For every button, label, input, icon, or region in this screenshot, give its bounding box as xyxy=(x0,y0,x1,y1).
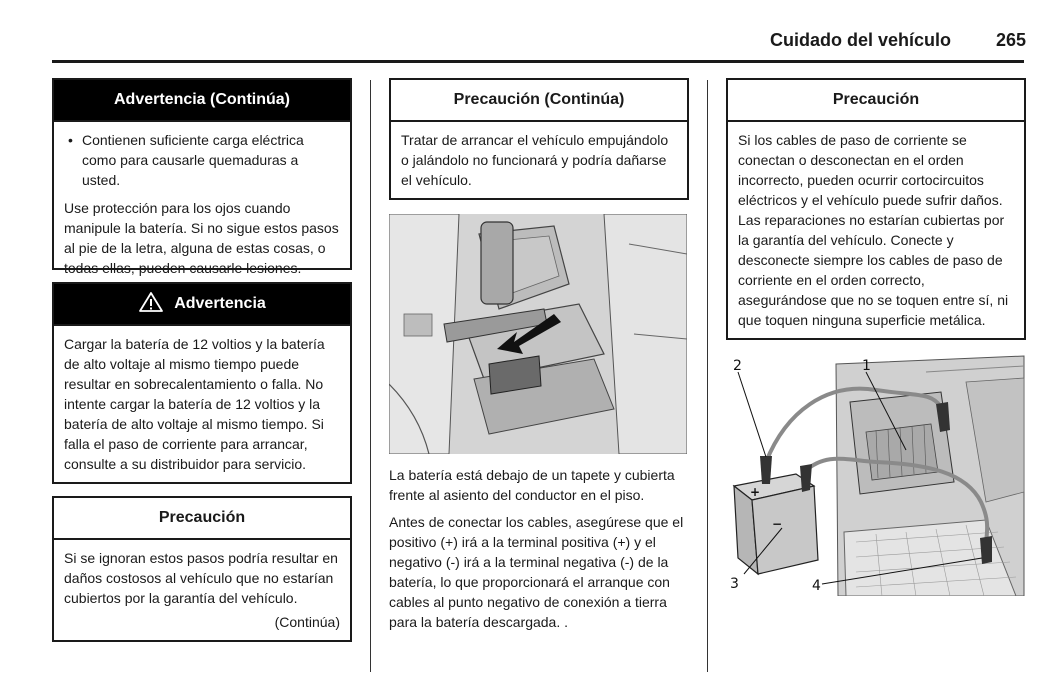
battery-positive-mark: + xyxy=(750,485,761,499)
warning-bullet-text: Contienen suficiente carga eléctrica como para causarle quemaduras a usted. xyxy=(82,132,304,188)
caution-continued-box xyxy=(389,78,689,200)
column-separator-2 xyxy=(707,80,708,672)
figure-callout-1: 1 xyxy=(862,358,871,374)
warning-continued-box xyxy=(52,78,352,276)
jumper-cable-illustration xyxy=(726,352,1026,596)
warning-paragraph: Cargar la batería de 12 voltios y la batería de alto voltaje al mismo tiempo puede resultar en sobrecalentamiento o falla. No intente cargar la batería de 12 voltios y la batería de alto voltaje al mismo tiempo. Si falla el paso de corriente para arrancar, consulte a su distribuidor para servicio. xyxy=(64,336,325,472)
figure-callout-4: 4 xyxy=(812,578,821,594)
warning-bullet-item xyxy=(64,130,340,190)
figure-callout-3: 3 xyxy=(730,576,739,592)
section-title: Cuidado del vehículo xyxy=(770,30,952,50)
warning-continued-heading: Advertencia (Continúa) xyxy=(54,80,350,122)
col2-body-text xyxy=(389,465,691,639)
bullet-icon: • xyxy=(68,132,73,148)
col2-body-paragraph-2: Antes de conectar los cables, asegúrese que el positivo (+) irá a la terminal positiva (+) y el negativo (-) irá a la terminal negativa (-) de la batería, lo que proporcionará el arranque con cables al punto negativo de conexión a tierra para la batería descargada. . xyxy=(389,514,684,630)
header-rule xyxy=(52,60,1024,63)
caution-heading-col3: Precaución xyxy=(728,80,1024,122)
warning-heading-bar xyxy=(54,284,350,326)
page-number: 265 xyxy=(996,30,1027,50)
warning-box xyxy=(52,282,352,484)
warning-continued-paragraph: Use protección para los ojos cuando manipule la batería. Si no sigue estos pasos al pie de la letra, alguna de estas cosas, o todas ellas, pueden causarle lesiones. xyxy=(64,200,339,276)
figure-callout-2: 2 xyxy=(733,358,742,374)
caution-heading-col1: Precaución xyxy=(54,498,350,540)
caution-continued-heading: Precaución (Continúa) xyxy=(391,80,687,122)
warning-heading: Advertencia xyxy=(174,295,266,312)
caution-box-col1 xyxy=(52,496,352,642)
caution-continued-paragraph: Tratar de arrancar el vehículo empujándolo o jalándolo no funcionará y podría dañarse el vehículo. xyxy=(401,132,669,188)
battery-negative-mark: − xyxy=(772,517,783,531)
column-separator-1 xyxy=(370,80,371,672)
caution-paragraph-col1: Si se ignoran estos pasos podría resultar en daños costosos al vehículo que no estarían cubiertos por la garantía del vehículo. xyxy=(64,550,338,606)
caution-box-col3 xyxy=(726,78,1026,340)
warning-triangle-icon xyxy=(138,291,164,317)
battery-location-illustration xyxy=(389,214,687,454)
continued-label: (Continúa) xyxy=(274,614,340,630)
col2-body-paragraph-1: La batería está debajo de un tapete y cubierta frente al asiento del conductor en el piso. xyxy=(389,467,675,503)
caution-paragraph-col3: Si los cables de paso de corriente se conectan o desconectan en el orden incorrecto, pueden ocurrir cortocircuitos eléctricos y el vehículo puede sufrir daños. Las reparaciones no estarían cubiertas por la garantía del vehículo. Conecte y desconecte siempre los cables de paso de corriente en el orden correcto, asegurándose que no se toquen entre sí, ni que toquen ninguna superficie metálica. xyxy=(738,132,1009,328)
